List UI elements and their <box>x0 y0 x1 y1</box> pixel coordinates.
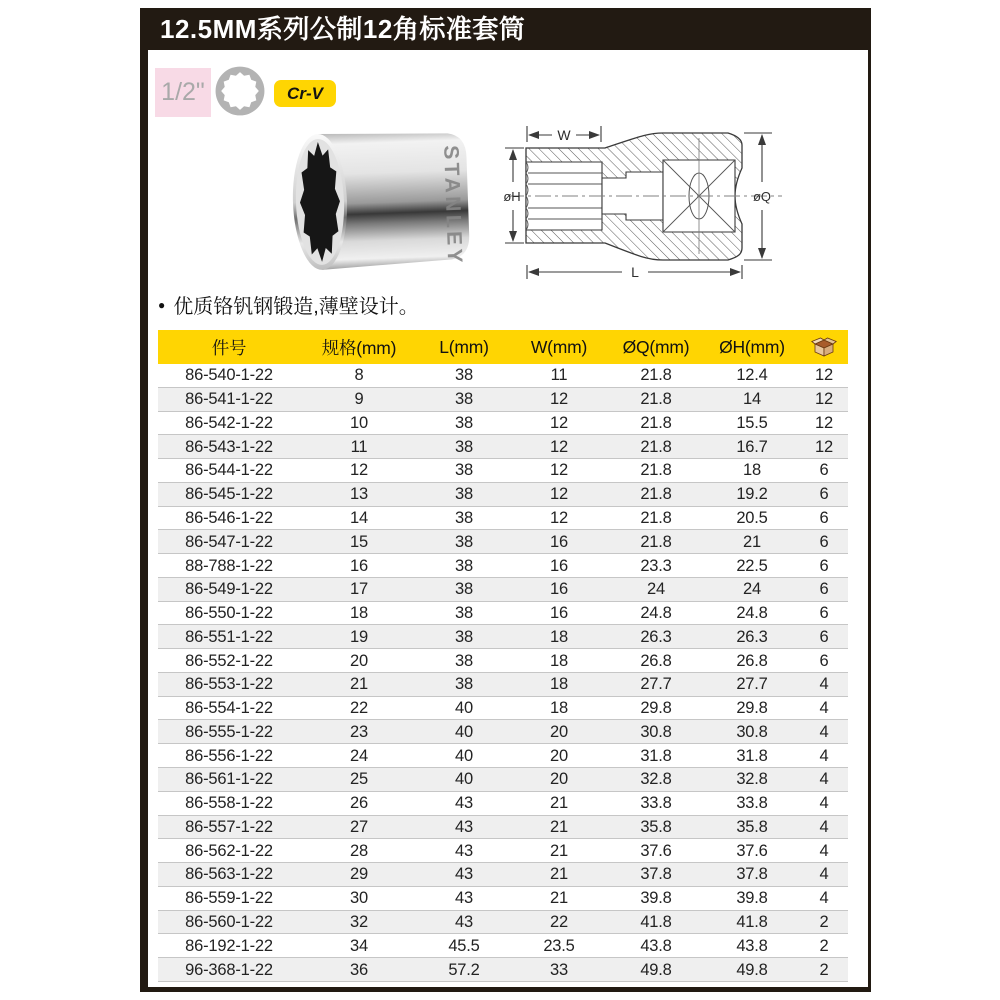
part-number-cell: 86-554-1-22 <box>185 699 273 718</box>
table-cell: 29.8 <box>640 699 672 718</box>
table-row <box>158 412 848 436</box>
table-cell: 26.3 <box>736 627 768 646</box>
table-cell: 6 <box>819 485 829 504</box>
table-cell: 12 <box>350 461 368 480</box>
part-number-cell: 88-788-1-22 <box>185 556 273 575</box>
table-cell: 38 <box>455 485 473 504</box>
table-cell: 26.8 <box>640 651 672 670</box>
table-cell: 6 <box>819 461 829 480</box>
table-cell: 12 <box>550 390 568 409</box>
drive-size-badge: 1/2" <box>155 68 211 117</box>
table-cell: 24 <box>743 580 761 599</box>
table-cell: 28 <box>350 841 368 860</box>
table-row <box>158 697 848 721</box>
table-cell: 30.8 <box>736 722 768 741</box>
table-cell: 14 <box>350 508 368 527</box>
table-cell: 12 <box>815 413 833 432</box>
table-cell: 39.8 <box>640 889 672 908</box>
table-row <box>158 744 848 768</box>
dim-label-h: øH <box>503 189 521 204</box>
table-cell: 32.8 <box>736 770 768 789</box>
table-cell: 20 <box>350 651 368 670</box>
table-cell: 29.8 <box>736 699 768 718</box>
table-cell: 12 <box>550 413 568 432</box>
table-cell: 29 <box>350 865 368 884</box>
part-number-cell: 86-563-1-22 <box>185 865 273 884</box>
column-header: ØQ(mm) <box>622 336 690 357</box>
table-row <box>158 530 848 554</box>
table-cell: 37.6 <box>736 841 768 860</box>
table-cell: 41.8 <box>640 912 672 931</box>
carton-icon <box>811 337 837 357</box>
table-row <box>158 911 848 935</box>
table-cell: 21 <box>550 817 568 836</box>
table-header-row <box>158 330 848 364</box>
column-header: W(mm) <box>530 336 588 357</box>
table-cell: 43.8 <box>640 936 672 955</box>
part-number-cell: 86-543-1-22 <box>185 437 273 456</box>
table-cell: 38 <box>455 461 473 480</box>
table-cell: 32 <box>350 912 368 931</box>
content-frame <box>140 8 871 992</box>
table-cell: 43 <box>455 912 473 931</box>
table-cell: 35.8 <box>736 817 768 836</box>
table-cell: 23.3 <box>640 556 672 575</box>
table-cell: 23.5 <box>543 936 575 955</box>
table-body <box>158 364 848 982</box>
table-cell: 12 <box>815 390 833 409</box>
table-cell: 27 <box>350 817 368 836</box>
table-cell: 35.8 <box>640 817 672 836</box>
table-cell: 22.5 <box>736 556 768 575</box>
feature-bullet <box>158 290 419 319</box>
table-cell: 21.8 <box>640 390 672 409</box>
table-cell: 38 <box>455 508 473 527</box>
table-cell: 43 <box>455 841 473 860</box>
table-cell: 2 <box>819 960 829 979</box>
part-number-cell: 86-561-1-22 <box>185 770 273 789</box>
table-cell: 21.8 <box>640 366 672 385</box>
table-cell: 25 <box>350 770 368 789</box>
table-row <box>158 768 848 792</box>
table-cell: 21 <box>550 865 568 884</box>
table-cell: 12 <box>550 485 568 504</box>
part-number-cell: 86-551-1-22 <box>185 627 273 646</box>
table-cell: 4 <box>819 722 829 741</box>
table-cell: 19.2 <box>736 485 768 504</box>
table-cell: 4 <box>819 841 829 860</box>
table-cell: 43 <box>455 865 473 884</box>
table-cell: 12.4 <box>736 366 768 385</box>
table-cell: 34 <box>350 936 368 955</box>
table-cell: 38 <box>455 580 473 599</box>
table-cell: 31.8 <box>736 746 768 765</box>
table-row <box>158 792 848 816</box>
table-cell: 8 <box>354 366 364 385</box>
table-row <box>158 649 848 673</box>
table-cell: 12 <box>550 461 568 480</box>
table-cell: 38 <box>455 604 473 623</box>
part-number-cell: 86-542-1-22 <box>185 413 273 432</box>
table-cell: 31.8 <box>640 746 672 765</box>
part-number-cell: 86-547-1-22 <box>185 532 273 551</box>
table-cell: 6 <box>819 508 829 527</box>
table-cell: 21.8 <box>640 413 672 432</box>
table-cell: 20.5 <box>736 508 768 527</box>
table-cell: 49.8 <box>736 960 768 979</box>
table-cell: 33 <box>550 960 568 979</box>
socket-product-photo <box>268 112 483 292</box>
table-cell: 15.5 <box>736 413 768 432</box>
table-cell: 27.7 <box>736 675 768 694</box>
table-cell: 20 <box>550 770 568 789</box>
twelve-point-socket-icon <box>212 63 268 119</box>
dim-label-q: øQ <box>752 189 772 204</box>
table-cell: 6 <box>819 580 829 599</box>
table-cell: 16 <box>550 580 568 599</box>
table-cell: 21 <box>550 841 568 860</box>
table-row <box>158 958 848 982</box>
crv-material-badge: Cr-V <box>274 80 336 107</box>
feature-text: 优质铬钒钢锻造,薄壁设计。 <box>173 296 419 318</box>
table-cell: 12 <box>815 366 833 385</box>
table-row <box>158 483 848 507</box>
table-row <box>158 934 848 958</box>
table-cell: 19 <box>350 627 368 646</box>
table-cell: 6 <box>819 532 829 551</box>
table-cell: 38 <box>455 532 473 551</box>
part-number-cell: 86-545-1-22 <box>185 485 273 504</box>
table-row <box>158 887 848 911</box>
table-row <box>158 625 848 649</box>
package-quantity-header <box>800 337 848 357</box>
table-cell: 21 <box>550 889 568 908</box>
spec-table <box>158 330 848 982</box>
table-cell: 6 <box>819 627 829 646</box>
table-cell: 30 <box>350 889 368 908</box>
table-cell: 20 <box>550 722 568 741</box>
table-row <box>158 602 848 626</box>
bullet-dot: ● <box>158 297 166 312</box>
table-cell: 2 <box>819 936 829 955</box>
table-cell: 24 <box>647 580 665 599</box>
table-cell: 33.8 <box>640 794 672 813</box>
table-cell: 57.2 <box>448 960 480 979</box>
table-cell: 43 <box>455 794 473 813</box>
part-number-cell: 86-546-1-22 <box>185 508 273 527</box>
table-cell: 12 <box>815 437 833 456</box>
table-cell: 30.8 <box>640 722 672 741</box>
table-cell: 37.6 <box>640 841 672 860</box>
table-cell: 14 <box>743 390 761 409</box>
table-row <box>158 673 848 697</box>
table-cell: 18 <box>550 651 568 670</box>
part-number-cell: 86-541-1-22 <box>185 390 273 409</box>
table-row <box>158 459 848 483</box>
table-cell: 20 <box>550 746 568 765</box>
table-cell: 41.8 <box>736 912 768 931</box>
table-cell: 37.8 <box>736 865 768 884</box>
table-cell: 38 <box>455 556 473 575</box>
table-cell: 43.8 <box>736 936 768 955</box>
table-cell: 24.8 <box>640 604 672 623</box>
table-cell: 4 <box>819 865 829 884</box>
table-cell: 6 <box>819 556 829 575</box>
table-cell: 40 <box>455 699 473 718</box>
table-cell: 15 <box>350 532 368 551</box>
table-cell: 16 <box>550 532 568 551</box>
table-cell: 22 <box>550 912 568 931</box>
table-cell: 11 <box>350 437 368 456</box>
table-row <box>158 364 848 388</box>
table-cell: 18 <box>550 627 568 646</box>
table-cell: 17 <box>350 580 368 599</box>
table-cell: 4 <box>819 675 829 694</box>
table-cell: 10 <box>350 413 368 432</box>
table-cell: 38 <box>455 675 473 694</box>
table-cell: 40 <box>455 746 473 765</box>
table-cell: 36 <box>350 960 368 979</box>
table-row <box>158 816 848 840</box>
brand-stamp: STANLEY <box>439 144 467 267</box>
table-cell: 16 <box>550 604 568 623</box>
table-cell: 4 <box>819 817 829 836</box>
table-cell: 38 <box>455 651 473 670</box>
table-cell: 12 <box>550 508 568 527</box>
part-number-cell: 86-553-1-22 <box>185 675 273 694</box>
table-row <box>158 507 848 531</box>
table-row <box>158 388 848 412</box>
table-cell: 21.8 <box>640 461 672 480</box>
table-cell: 38 <box>455 627 473 646</box>
part-number-cell: 86-192-1-22 <box>185 936 273 955</box>
column-header: 规格(mm) <box>321 337 397 358</box>
table-cell: 21.8 <box>640 485 672 504</box>
table-cell: 18 <box>550 675 568 694</box>
table-cell: 43 <box>455 817 473 836</box>
part-number-cell: 86-560-1-22 <box>185 912 273 931</box>
part-number-cell: 86-544-1-22 <box>185 461 273 480</box>
table-row <box>158 435 848 459</box>
part-number-cell: 86-540-1-22 <box>185 366 273 385</box>
table-cell: 21 <box>550 794 568 813</box>
column-header: 件号 <box>211 337 247 358</box>
table-cell: 26 <box>350 794 368 813</box>
table-cell: 6 <box>819 651 829 670</box>
table-cell: 21.8 <box>640 437 672 456</box>
table-row <box>158 839 848 863</box>
table-cell: 4 <box>819 770 829 789</box>
table-cell: 11 <box>550 366 568 385</box>
table-cell: 4 <box>819 699 829 718</box>
table-row <box>158 720 848 744</box>
table-cell: 49.8 <box>640 960 672 979</box>
table-cell: 12 <box>550 437 568 456</box>
dim-label-l: L <box>631 264 639 280</box>
table-cell: 4 <box>819 794 829 813</box>
table-cell: 38 <box>455 390 473 409</box>
part-number-cell: 86-557-1-22 <box>185 817 273 836</box>
table-cell: 23 <box>350 722 368 741</box>
part-number-cell: 86-549-1-22 <box>185 580 273 599</box>
table-cell: 21.8 <box>640 508 672 527</box>
table-cell: 18 <box>743 461 761 480</box>
table-cell: 13 <box>350 485 368 504</box>
table-row <box>158 554 848 578</box>
part-number-cell: 86-562-1-22 <box>185 841 273 860</box>
table-cell: 45.5 <box>448 936 480 955</box>
table-cell: 21.8 <box>640 532 672 551</box>
table-cell: 4 <box>819 746 829 765</box>
dim-label-w: W <box>557 127 571 143</box>
table-cell: 2 <box>819 912 829 931</box>
table-cell: 6 <box>819 604 829 623</box>
table-cell: 40 <box>455 770 473 789</box>
table-cell: 26.3 <box>640 627 672 646</box>
table-cell: 16 <box>350 556 368 575</box>
part-number-cell: 86-552-1-22 <box>185 651 273 670</box>
part-number-cell: 86-559-1-22 <box>185 889 273 908</box>
table-cell: 38 <box>455 413 473 432</box>
table-cell: 24.8 <box>736 604 768 623</box>
table-cell: 38 <box>455 366 473 385</box>
table-cell: 39.8 <box>736 889 768 908</box>
table-cell: 33.8 <box>736 794 768 813</box>
dimension-diagram <box>490 110 790 300</box>
table-cell: 21 <box>350 675 368 694</box>
table-row <box>158 863 848 887</box>
part-number-cell: 86-558-1-22 <box>185 794 273 813</box>
part-number-cell: 86-555-1-22 <box>185 722 273 741</box>
table-cell: 4 <box>819 889 829 908</box>
column-header: L(mm) <box>439 336 489 357</box>
part-number-cell: 86-556-1-22 <box>185 746 273 765</box>
table-cell: 9 <box>354 390 364 409</box>
table-cell: 27.7 <box>640 675 672 694</box>
table-cell: 21 <box>743 532 761 551</box>
table-row <box>158 578 848 602</box>
table-cell: 24 <box>350 746 368 765</box>
table-cell: 26.8 <box>736 651 768 670</box>
table-cell: 22 <box>350 699 368 718</box>
column-header: ØH(mm) <box>719 336 785 357</box>
table-cell: 18 <box>550 699 568 718</box>
table-cell: 16.7 <box>736 437 768 456</box>
table-cell: 16 <box>550 556 568 575</box>
table-cell: 32.8 <box>640 770 672 789</box>
part-number-cell: 96-368-1-22 <box>185 960 273 979</box>
table-cell: 18 <box>350 604 368 623</box>
part-number-cell: 86-550-1-22 <box>185 604 273 623</box>
table-cell: 37.8 <box>640 865 672 884</box>
table-cell: 43 <box>455 889 473 908</box>
table-cell: 40 <box>455 722 473 741</box>
page-title: 12.5MM系列公制12角标准套筒 <box>148 8 868 50</box>
table-cell: 38 <box>455 437 473 456</box>
